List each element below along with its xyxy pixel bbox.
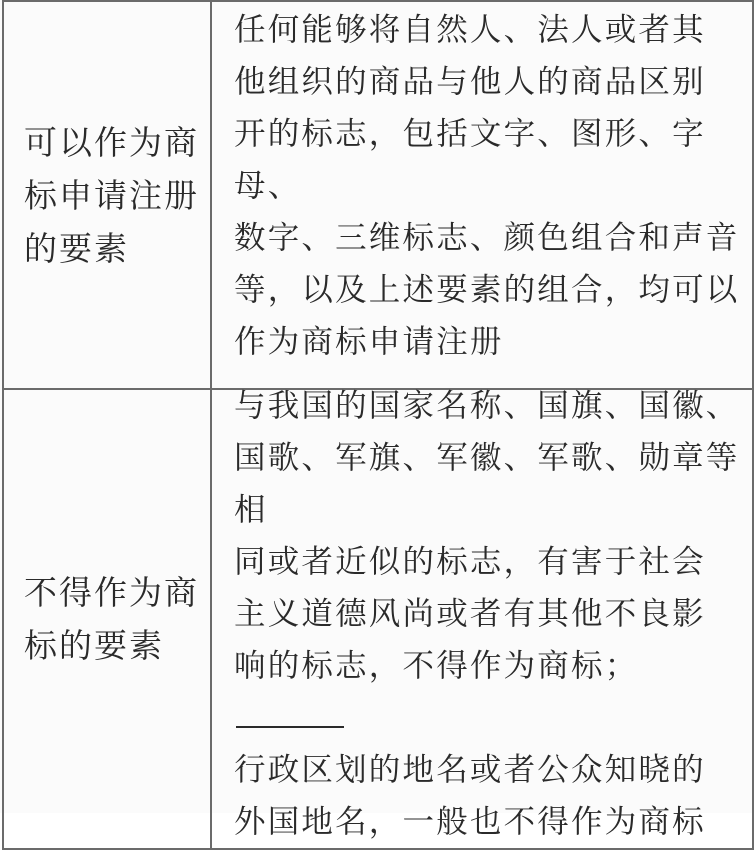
row-content-cell bbox=[211, 389, 753, 849]
table-row bbox=[3, 1, 753, 389]
row-content-prohibited bbox=[212, 380, 752, 848]
prohibited-text-part-1: 与我国的国家名称、国旗、国徽、 国歌、军旗、军徽、军歌、勋章等相 同或者近似的标志，有害于社会 主义道德风尚或者有其他不良影 响的标志，不得作为商标； bbox=[234, 388, 740, 684]
row-header-registrable: 可以作为商 标申请注册 的要素 bbox=[24, 122, 199, 268]
row-header-cell bbox=[3, 389, 211, 849]
row-header-cell bbox=[3, 1, 211, 389]
row-header-prohibited: 不得作为商 标的要素 bbox=[24, 573, 199, 665]
row-content-registrable: 任何能够将自然人、法人或者其 他组织的商品与他人的商品区别 开的标志，包括文字、图形、字母、 数字、三维标志、颜色组合和声音 等，以及上述要素的组合，均可以 作为商标申请注册 bbox=[234, 12, 740, 360]
table-row bbox=[3, 389, 753, 849]
row-content-cell bbox=[211, 1, 753, 389]
prohibited-text-part-2: 行政区划的地名或者公众知晓的 外国地名，一般也不得作为商标 bbox=[234, 752, 706, 840]
fill-in-blank bbox=[236, 696, 344, 728]
trademark-elements-table bbox=[2, 0, 754, 850]
